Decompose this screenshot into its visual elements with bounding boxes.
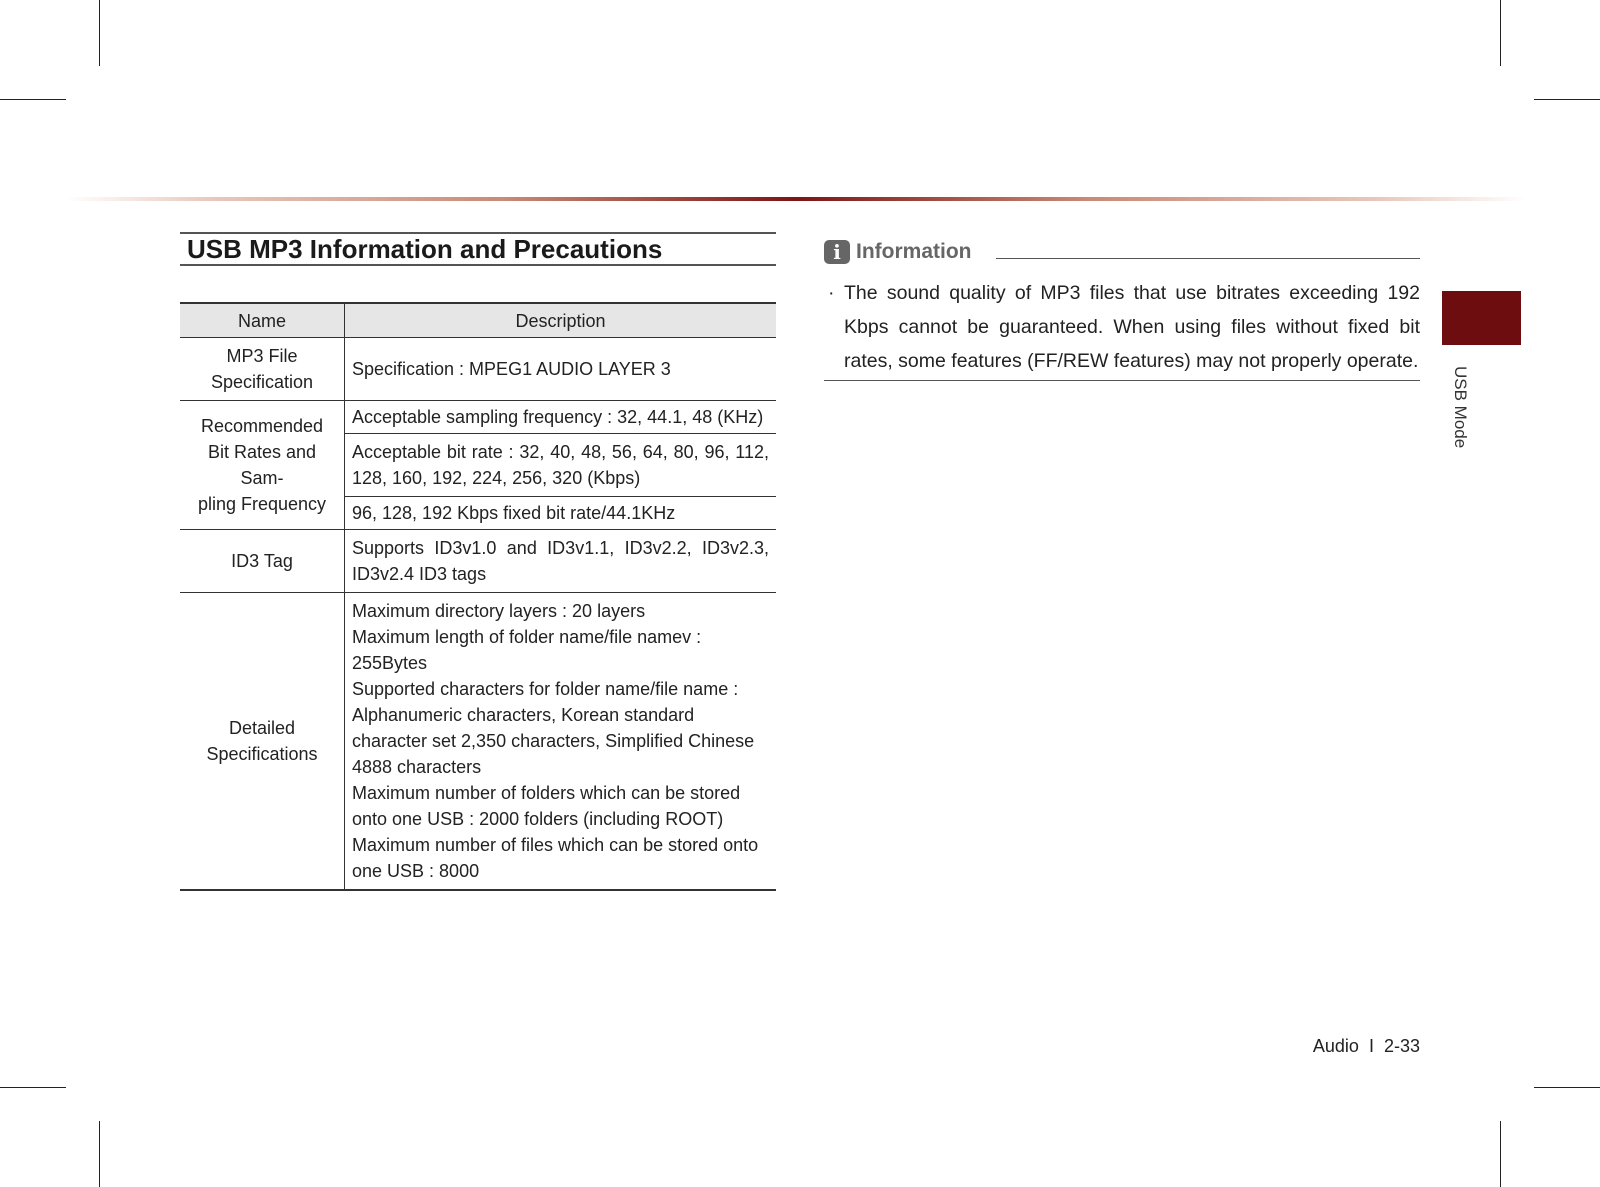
crop-mark — [1534, 1087, 1600, 1088]
chapter-tab — [1442, 291, 1521, 345]
crop-mark — [0, 99, 66, 100]
information-title: Information — [856, 240, 972, 263]
footer-section: Audio — [1312, 1036, 1359, 1056]
crop-mark — [99, 0, 100, 66]
spec-table — [180, 302, 776, 891]
row-desc-mp3-file: Specification : MPEG1 AUDIO LAYER 3 — [345, 338, 777, 401]
column-header-description: Description — [345, 303, 777, 338]
divider — [996, 258, 1420, 259]
bullet-icon: · — [828, 282, 835, 304]
row-desc-detailed: Maximum directory layers : 20 layers Maximum length of folder name/file namev : 255Bytes Supported characters for folder name/file name : Alphanumeric characters, Korean standard character set 2,350 characters, Simplified Chinese 4888 characters Maximum number of folders which can be stored onto one USB : 2000 folders (including ROOT) Maximum number of files which can be stored onto one USB : 8000 — [345, 593, 777, 891]
page-number: 2-33 — [1383, 1036, 1420, 1056]
crop-mark — [1500, 1121, 1501, 1187]
row-desc-sampling-frequency: Acceptable sampling frequency : 32, 44.1, 48 (KHz) — [345, 401, 777, 434]
row-name-mp3-file: MP3 File Specification — [180, 338, 345, 401]
row-desc-id3-tag: Supports ID3v1.0 and ID3v1.1, ID3v2.2, ID3v2.3, ID3v2.4 ID3 tags — [345, 530, 777, 593]
table-header-row — [180, 303, 776, 338]
row-name-recommended: Recommended Bit Rates and Sam- pling Frequency — [180, 401, 345, 530]
table-row — [180, 593, 776, 891]
table-row — [180, 530, 776, 593]
row-name-detailed: Detailed Specifications — [180, 593, 345, 891]
crop-mark — [1534, 99, 1600, 100]
row-desc-fixed-bit-rate: 96, 128, 192 Kbps fixed bit rate/44.1KHz — [345, 497, 777, 530]
row-desc-bit-rate: Acceptable bit rate : 32, 40, 48, 56, 64, 80, 96, 112, 128, 160, 192, 224, 256, 320 (Kbps) — [345, 434, 777, 497]
information-text: The sound quality of MP3 files that use bitrates exceeding 192 Kbps cannot be guaranteed. When using files without fixed bit rates, some features (FF/REW features) may not properly operate. — [844, 282, 1420, 372]
section-title: USB MP3 Information and Precautions — [180, 232, 776, 266]
information-body — [824, 276, 1420, 378]
crop-mark — [99, 1121, 100, 1187]
chapter-tab-label: USB Mode — [1451, 366, 1470, 449]
list-item — [824, 276, 1420, 378]
row-name-id3-tag: ID3 Tag — [180, 530, 345, 593]
table-row — [180, 338, 776, 401]
information-header — [824, 240, 1420, 270]
footer-separator: I — [1368, 1036, 1374, 1056]
crop-mark — [1500, 0, 1501, 66]
table-row — [180, 401, 776, 434]
info-icon: i — [824, 240, 850, 264]
header-gradient-rule — [66, 197, 1526, 201]
crop-mark — [0, 1087, 66, 1088]
divider — [824, 380, 1420, 381]
page-footer — [1313, 1036, 1420, 1057]
column-header-name: Name — [180, 303, 345, 338]
